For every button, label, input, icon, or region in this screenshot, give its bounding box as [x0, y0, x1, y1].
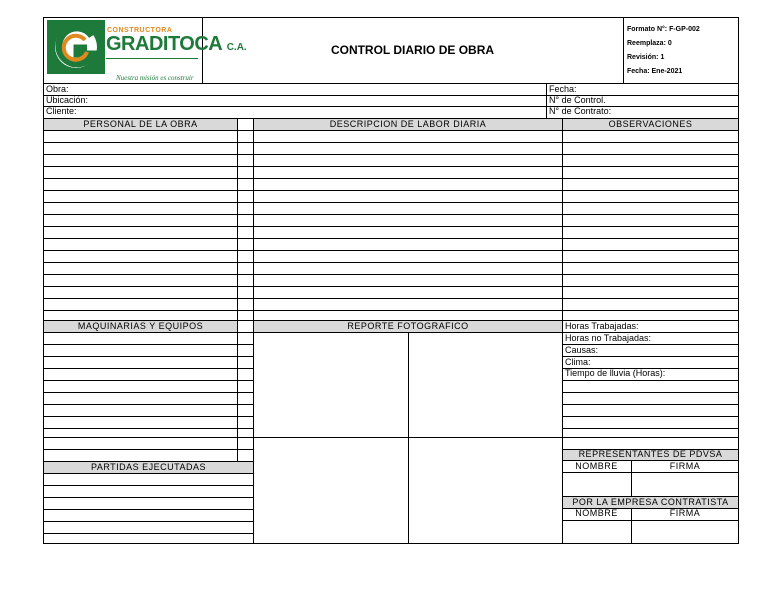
- contratista-nombre: NOMBRE: [575, 508, 618, 518]
- control-label: N° de Control.: [549, 95, 606, 105]
- info-frame: [43, 84, 739, 118]
- meta-formato: Formato N°: F-GP-002: [627, 26, 700, 33]
- meta-reemplaza: Reemplaza: 0: [627, 40, 672, 47]
- divider: [623, 17, 624, 84]
- horas-no-trabajadas: Horas no Trabajadas:: [565, 333, 652, 343]
- logo-slogan: Nuestra misión es construir: [116, 74, 194, 82]
- ubicacion-label: Ubicación:: [46, 95, 89, 105]
- clima-label: Clima:: [565, 357, 591, 367]
- cliente-label: Cliente:: [46, 106, 77, 116]
- contrato-label: N° de Contrato:: [549, 106, 612, 116]
- horas-trabajadas: Horas Trabajadas:: [565, 321, 639, 331]
- page-title: CONTROL DIARIO DE OBRA: [330, 43, 495, 57]
- fecha-label: Fecha:: [549, 84, 577, 94]
- reporte-header: REPORTE FOTOGRAFICO: [347, 321, 469, 331]
- maquinarias-header: MAQUINARIAS Y EQUIPOS: [77, 321, 204, 331]
- descripcion-header: DESCRIPCION DE LABOR DIARIA: [329, 119, 487, 129]
- lluvia-label: Tiempo de lluvia (Horas):: [565, 368, 666, 378]
- logo-suffix: C.A.: [226, 42, 247, 53]
- logo-g-icon: [47, 20, 105, 74]
- contratista-header: POR LA EMPRESA CONTRATISTA: [572, 497, 729, 507]
- pdvsa-nombre: NOMBRE: [575, 461, 618, 471]
- logo-underline: [106, 58, 198, 59]
- personal-header: PERSONAL DE LA OBRA: [83, 119, 198, 129]
- contratista-firma: FIRMA: [669, 508, 701, 518]
- logo-top-text: CONSTRUCTORA: [107, 27, 173, 34]
- company-logo: [46, 18, 247, 84]
- causas-label: Causas:: [565, 345, 599, 355]
- obra-label: Obra:: [46, 84, 69, 94]
- pdvsa-firma: FIRMA: [669, 461, 701, 471]
- pdvsa-header: REPRESENTANTES DE PDVSA: [578, 449, 723, 459]
- logo-name: GRADITOCA: [106, 33, 223, 55]
- observaciones-header: OBSERVACIONES: [608, 119, 693, 129]
- meta-fecha: Fecha: Ene-2021: [627, 68, 683, 75]
- meta-revision: Revisión: 1: [627, 54, 665, 61]
- partidas-header: PARTIDAS EJECUTADAS: [90, 462, 207, 472]
